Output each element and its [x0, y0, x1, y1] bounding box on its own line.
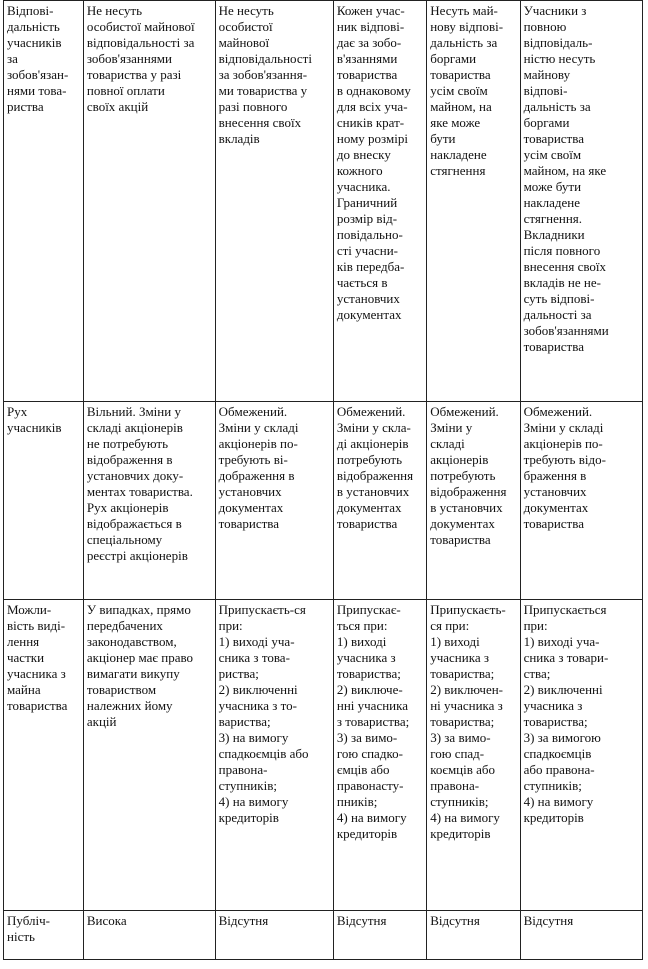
table-cell: Учасники з повною відповідаль- ністю несуть майнову відпові- дальність за боргами товариства усім своїм майном, на яке може бути накладене стягнення. Вкладники після повного внесення своїх вкладів не не- суть відпові- дальності за зобов'язаннями товариства	[520, 1, 642, 402]
comparison-table	[3, 0, 643, 960]
table-cell: Несуть май- нову відпові- дальність за боргами товариства усім своїм майном, на яке може бути накладене стягнення	[427, 1, 520, 402]
table-cell: Кожен учас- ник відпові- дає за зобо- в'язаннями товариства в однаковому для всіх уча- сників крат- ному розмірі до внеску кожного учасника. Граничний розмір від- повідально- сті учасни- ків передба- чається в установчих документах	[333, 1, 426, 402]
table-cell: Не несуть особистої майнової відповідальності за зобов'язання- ми товариства у разі повного внесення своїх вкладів	[215, 1, 333, 402]
table-cell: Обмежений. Зміни у скла- ді акціонерів потребують відображення в установчих документах товариства	[333, 402, 426, 600]
table-cell: Відсутня	[215, 911, 333, 960]
table-cell: Обмежений. Зміни у складі акціонерів потребують відображення в установчих документах товариства	[427, 402, 520, 600]
row-header-cell: Відпові- дальність учасників за зобов'язан- нями това- риства	[4, 1, 84, 402]
table-cell: Обмежений. Зміни у складі акціонерів по- требують відо- браження в установчих документах товариства	[520, 402, 642, 600]
table-cell: Обмежений. Зміни у складі акціонерів по- требують ві- дображення в установчих документах товариства	[215, 402, 333, 600]
table-cell: Відсутня	[333, 911, 426, 960]
table-cell: Відсутня	[427, 911, 520, 960]
table-cell: Припускаєть-ся при: 1) виході уча- сника з това- риства; 2) виключенні учасника з то- вариства; 3) на вимогу спадкоємців або правона- ступників; 4) на вимогу кредиторів	[215, 600, 333, 911]
table-cell: Припускаєть- ся при: 1) виході учасника з товариства; 2) виключен- ні учасника з товариства; 3) за вимо- гою спад- коємців або правона- ступників; 4) на вимогу кредиторів	[427, 600, 520, 911]
table-cell: Не несуть особистої майнової відповідальності за зобов'язаннями товариства у разі повної оплати своїх акцій	[83, 1, 215, 402]
table-row	[4, 600, 643, 911]
table-cell: Припускає- ться при: 1) виході учасника з товариства; 2) виключе- нні учасника з товариства; 3) за вимо- гою спадко- ємців або правонасту- пників; 4) на вимогу кредиторів	[333, 600, 426, 911]
table-cell: Припускається при: 1) виході уча- сника з товари- ства; 2) виключенні учасника з товариства; 3) за вимогою спадкоємців або правона- ступників; 4) на вимогу кредиторів	[520, 600, 642, 911]
table-row	[4, 1, 643, 402]
row-header-cell: Рух учасників	[4, 402, 84, 600]
table-cell: Висока	[83, 911, 215, 960]
table-cell: У випадках, прямо передбачених законодавством, акціонер має право вимагати викупу товариством належних йому акцій	[83, 600, 215, 911]
table-row	[4, 911, 643, 960]
table-row	[4, 402, 643, 600]
table-cell: Відсутня	[520, 911, 642, 960]
page	[3, 0, 643, 960]
row-header-cell: Публіч- ність	[4, 911, 84, 960]
row-header-cell: Можли- вість виді- лення частки учасника з майна товариства	[4, 600, 84, 911]
table-cell: Вільний. Зміни у складі акціонерів не потребують відображення в установчих доку- ментах товариства. Рух акціонерів відображається в спеціальному реєстрі акціонерів	[83, 402, 215, 600]
